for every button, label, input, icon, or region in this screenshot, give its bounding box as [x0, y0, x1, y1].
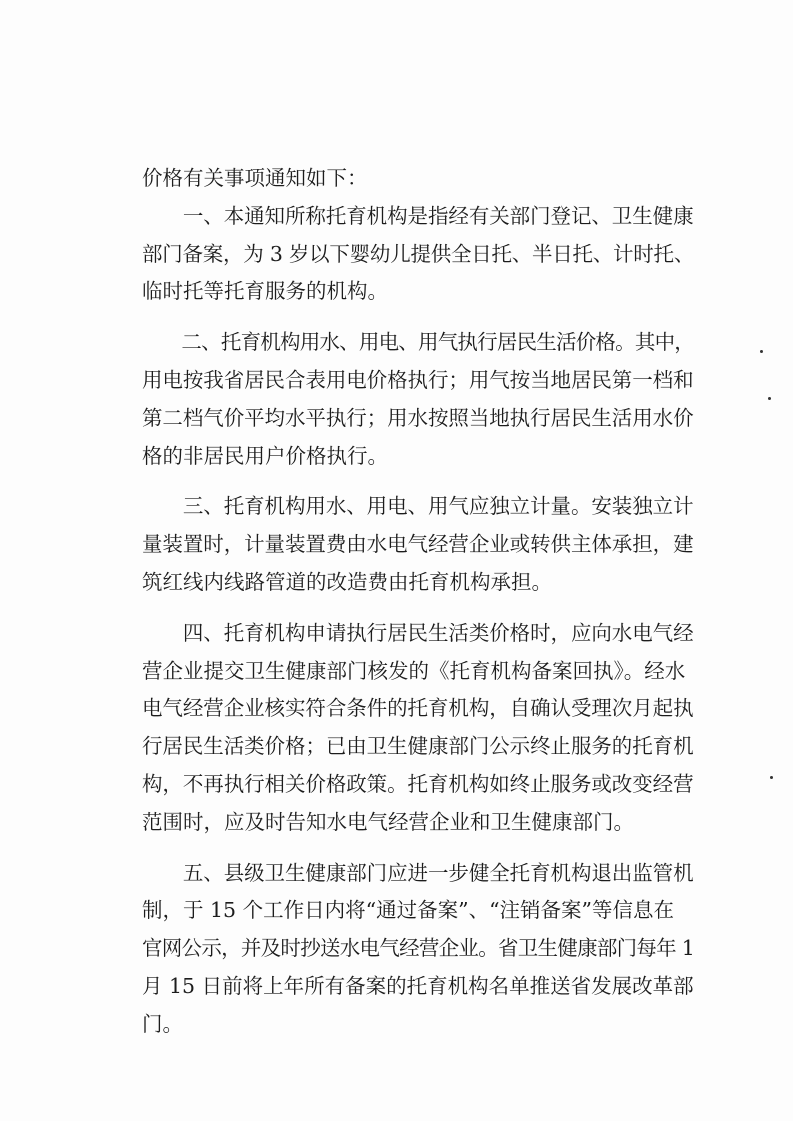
scan-speck — [768, 397, 771, 400]
text-line: 二、托育机构用水、用电、用气执行居民生活价格。其中， — [142, 330, 694, 355]
text-line: 制，于 15 个工作日内将“通过备案”、“注销备案”等信息在 — [142, 898, 675, 923]
text-line: 第二档气价平均水平执行；用水按照当地执行居民生活用水价 — [142, 405, 694, 430]
text-line: 月 15 日前将上年所有备案的托育机构名单推送省发展改革部 — [142, 973, 694, 998]
text-line: 筑红线内线路管道的改造费由托育机构承担。 — [142, 569, 552, 594]
text-line: 五、县级卫生健康部门应进一步健全托育机构退出监管机 — [142, 860, 694, 885]
text-line: 用电按我省居民合表用电价格执行；用气按当地居民第一档和 — [142, 367, 694, 392]
text-line: 四、托育机构申请执行居民生活类价格时，应向水电气经 — [142, 620, 694, 645]
text-line: 电气经营企业核实符合条件的托育机构，自确认受理次月起执 — [142, 696, 694, 721]
text-line: 三、托育机构用水、用电、用气应独立计量。安装独立计 — [142, 494, 694, 519]
text-line: 一、本通知所称托育机构是指经有关部门登记、卫生健康 — [142, 203, 694, 228]
text-line: 部门备案，为 3 岁以下婴幼儿提供全日托、半日托、计时托、 — [142, 241, 695, 266]
text-line: 官网公示，并及时抄送水电气经营企业。省卫生健康部门每年 1 — [142, 936, 695, 961]
paragraph-2 — [142, 324, 694, 475]
paragraph-4 — [142, 615, 694, 842]
intro-line: 价格有关事项通知如下： — [142, 166, 368, 190]
scan-speck — [760, 350, 763, 353]
text-line: 量装置时，计量装置费由水电气经营企业或转供主体承担，建 — [142, 532, 694, 557]
text-line: 临时托等托育服务的机构。 — [142, 279, 388, 304]
text-line: 行居民生活类价格；已由卫生健康部门公示终止服务的托育机 — [142, 734, 694, 759]
paragraph-3 — [142, 488, 694, 601]
scan-speck — [770, 776, 773, 779]
text-line: 营企业提交卫生健康部门核发的《托育机构备案回执》。经水 — [142, 658, 686, 683]
text-line: 门。 — [142, 1011, 183, 1036]
document-body — [142, 160, 694, 1044]
text-line: 范围时，应及时告知水电气经营企业和卫生健康部门。 — [142, 809, 634, 834]
text-line: 格的非居民用户价格执行。 — [142, 443, 388, 468]
text-line: 构，不再执行相关价格政策。托育机构如终止服务或改变经营 — [142, 771, 694, 796]
paragraph-1 — [142, 198, 694, 311]
paragraph-5 — [142, 855, 694, 1044]
